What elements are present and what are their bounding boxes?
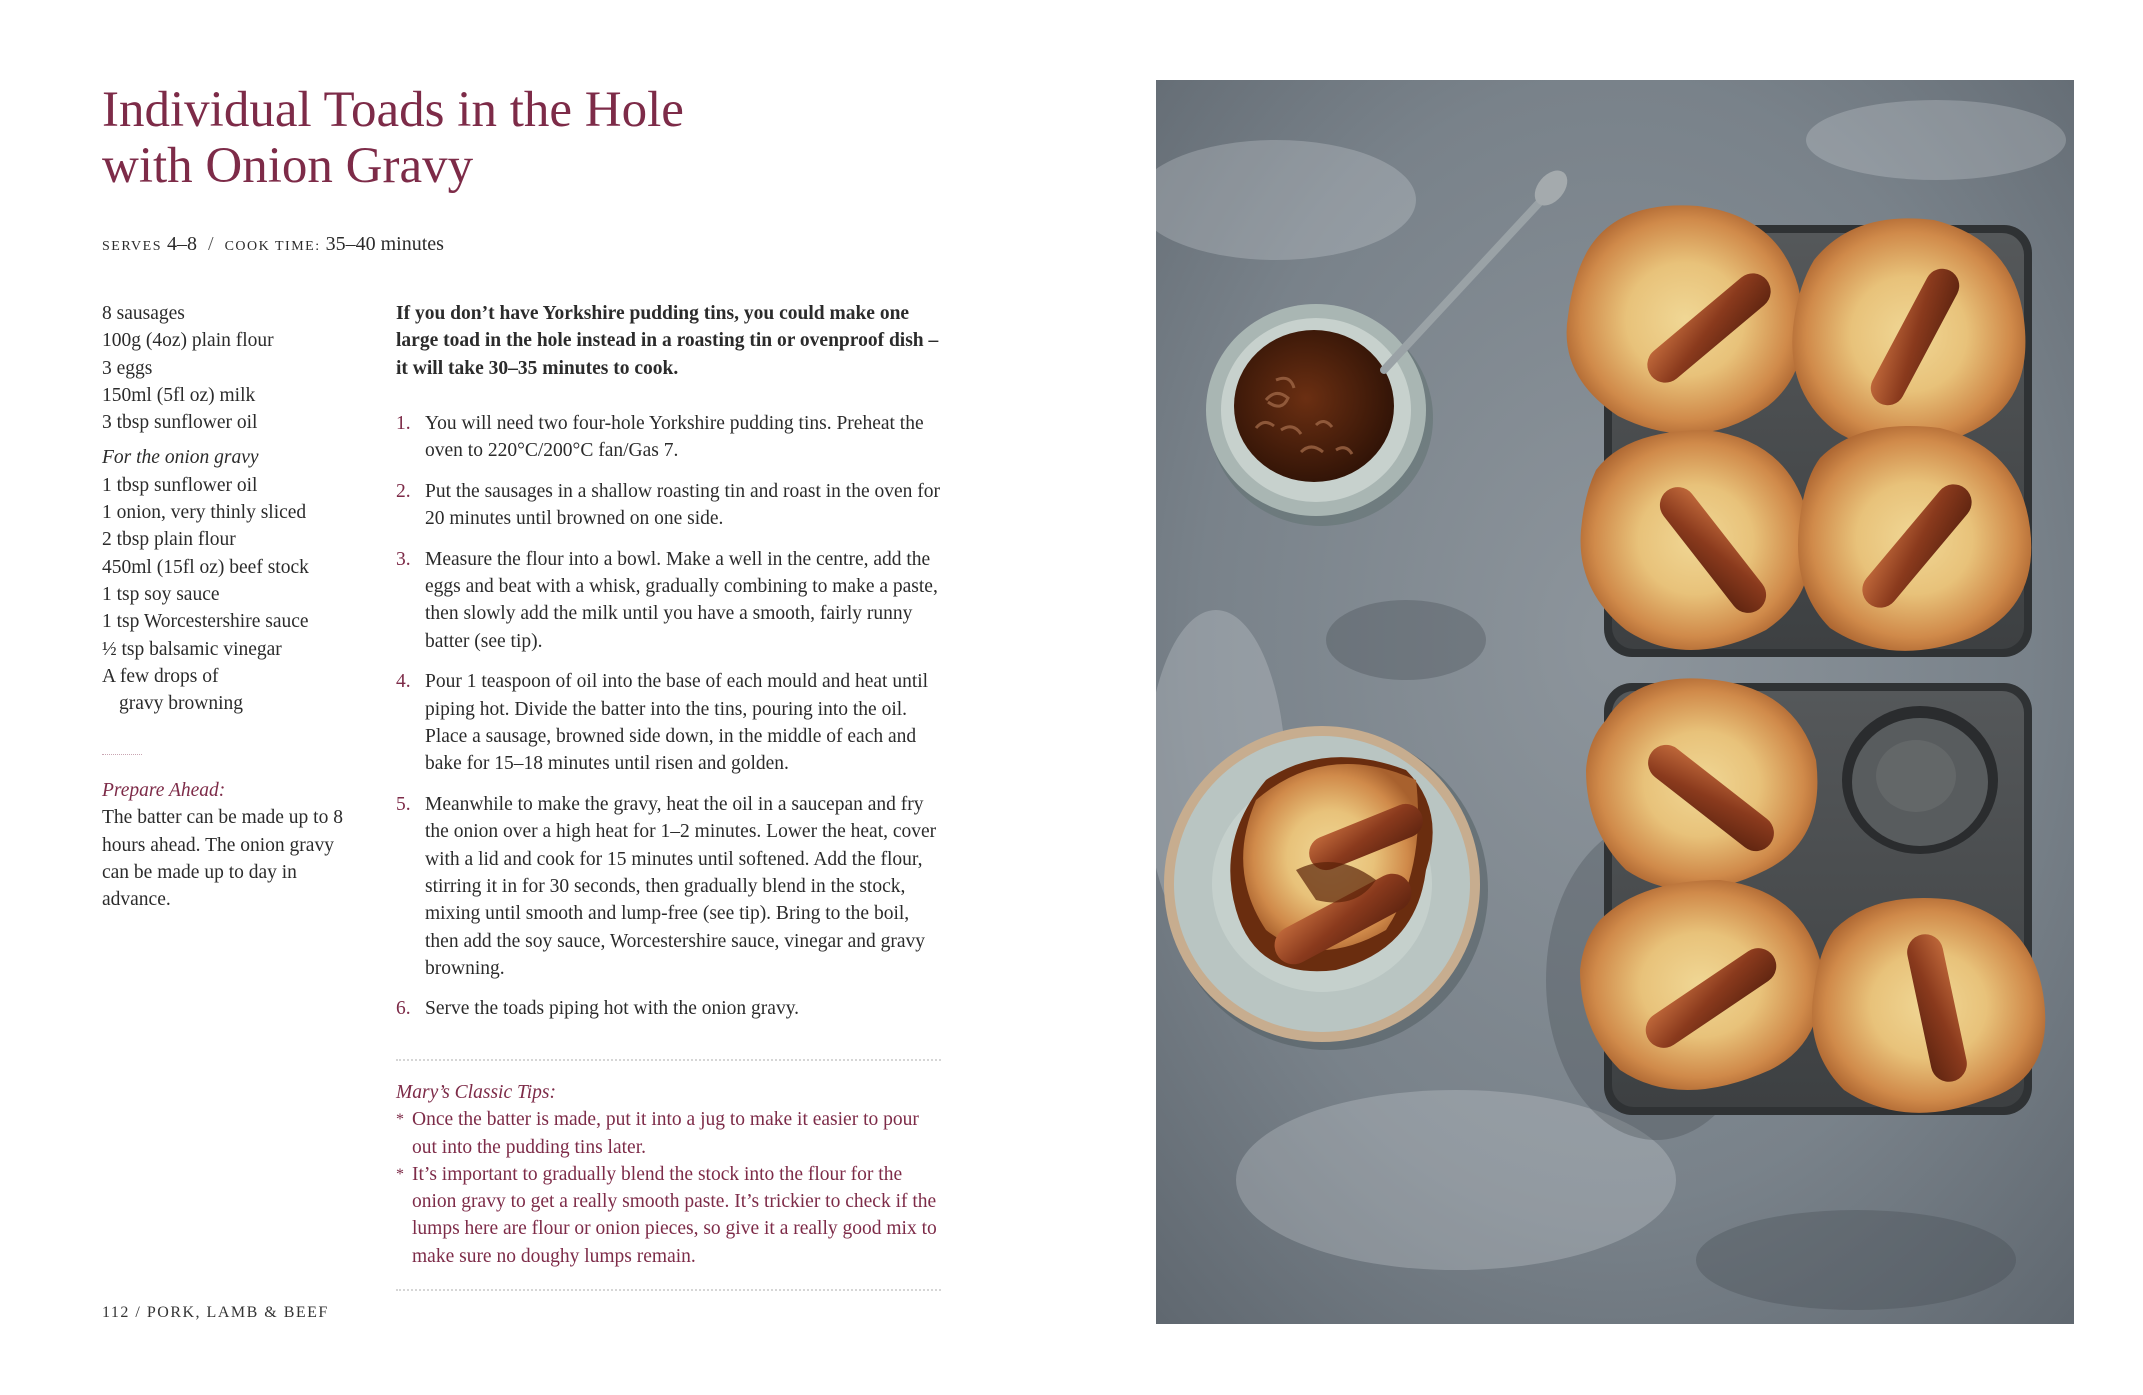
gravy-ingredient-item: 450ml (15fl oz) beef stock (102, 556, 309, 578)
prepare-ahead-text: The batter can be made up to 8 hours ahead. The onion gravy can be made up to day in advance. (102, 807, 343, 911)
gravy-ingredient-item: 2 tbsp plain flour (102, 529, 236, 551)
tip-text: It’s important to gradually blend the stock into the flour for the onion gravy to get a really smooth paste. It’s trickier to check if the lumps here are flour or onion pieces, so give it a really good mix to make sure no doughy lumps remain. (412, 1163, 937, 1267)
section-name: PORK, LAMB & BEEF (146, 1304, 329, 1321)
yorkshire-pudding (1586, 678, 1817, 890)
method-step (396, 546, 944, 655)
recipe-photo (1156, 80, 2074, 1324)
tips-section (396, 1079, 944, 1270)
step-number: 2. (396, 480, 411, 502)
gravy-ingredient-item: 1 onion, very thinly sliced (102, 502, 307, 524)
step-text: You will need two four-hole Yorkshire pudding tins. Preheat the oven to 220°C/200°C fan/Gas 7. (425, 412, 924, 462)
meta-separator: / (208, 233, 214, 255)
recipe-title-line1: Individual Toads in the Hole (102, 82, 684, 138)
ingredient-item: 3 tbsp sunflower oil (102, 412, 258, 434)
tips-bottom-divider (396, 1289, 941, 1291)
method-intro: If you don’t have Yorkshire pudding tins, you could make one large toad in the hole instead in a roasting tin or ovenproof dish – it will take 30–35 minutes to cook. (396, 303, 939, 379)
step-text: Measure the flour into a bowl. Make a well in the centre, add the eggs and beat with a whisk, gradually combining to make a paste, then slowly add the milk until you have a smooth, fairly runny batter (see tip). (425, 548, 938, 652)
ingredient-item: 150ml (5fl oz) milk (102, 384, 256, 406)
gravy-ingredient-item: A few drops of (102, 665, 219, 687)
page-number: 112 (102, 1304, 130, 1321)
tip-item (396, 1106, 944, 1161)
method-steps (396, 410, 944, 1023)
method-step (396, 478, 944, 533)
recipe-title (102, 82, 802, 194)
gravy-ingredient-item: 1 tsp Worcestershire sauce (102, 611, 309, 633)
method-step (396, 410, 944, 465)
gravy-ingredient-item: 1 tsp soy sauce (102, 583, 220, 605)
step-number: 6. (396, 998, 411, 1020)
yorkshire-pudding (1580, 880, 1821, 1090)
method-step (396, 995, 944, 1022)
page-footer (102, 1304, 329, 1322)
serves-value: 4–8 (167, 233, 198, 255)
method-section (396, 300, 944, 1036)
step-text: Put the sausages in a shallow roasting tin and roast in the oven for 20 minutes until browned on one side. (425, 480, 941, 530)
gravy-ingredient-item: ½ tsp balsamic vinegar (102, 638, 282, 660)
ingredient-item: 8 sausages (102, 303, 185, 324)
prepare-ahead-heading: Prepare Ahead: (102, 780, 226, 801)
gravy-ingredient-item: 1 tbsp sunflower oil (102, 474, 258, 496)
recipe-title-line2: with Onion Gravy (102, 138, 474, 194)
ingredients-divider (102, 754, 142, 755)
step-number: 1. (396, 412, 411, 434)
star-icon: * (396, 1165, 404, 1183)
prepare-ahead (102, 777, 362, 913)
footer-separator: / (135, 1304, 142, 1321)
ingredient-item: 3 eggs (102, 357, 153, 379)
yorkshire-pudding (1581, 430, 1811, 650)
cook-time-label: COOK TIME: (224, 239, 321, 254)
recipe-meta (102, 233, 444, 256)
tip-text: Once the batter is made, put it into a jug to make it easier to pour out into the pudding tins later. (412, 1109, 919, 1158)
ingredients-list (102, 300, 362, 717)
yorkshire-pudding (1798, 426, 2031, 651)
step-text: Meanwhile to make the gravy, heat the oil in a saucepan and fry the onion over a high heat for 1–2 minutes. Lower the heat, cover with a lid and cook for 15 minutes until softened. Add the flour, stirring it in for 30 seconds, then gradually blend in the stock, mixing until smooth and lump-free (see tip). Bring to the boil, then add the soy sauce, Worcestershire sauce, vinegar and gravy browning. (425, 794, 937, 979)
step-number: 5. (396, 794, 411, 816)
serves-label: SERVES (102, 239, 163, 254)
tips-top-divider (396, 1059, 941, 1061)
step-number: 4. (396, 671, 411, 693)
tip-item (396, 1161, 944, 1270)
method-step (396, 668, 944, 777)
yorkshire-pudding (1567, 205, 1804, 433)
step-number: 3. (396, 548, 411, 570)
yorkshire-pudding (1792, 218, 2025, 450)
method-step (396, 791, 944, 982)
gravy-ingredient-item: gravy browning (119, 693, 244, 715)
star-icon: * (396, 1111, 404, 1129)
ingredient-item: 100g (4oz) plain flour (102, 330, 274, 352)
gravy-subheading: For the onion gravy (102, 447, 259, 469)
step-text: Serve the toads piping hot with the onion gravy. (425, 998, 800, 1020)
tips-heading: Mary’s Classic Tips: (396, 1082, 556, 1103)
yorkshire-pudding (1812, 898, 2045, 1113)
cook-time-value: 35–40 minutes (325, 233, 444, 255)
step-text: Pour 1 teaspoon of oil into the base of each mould and heat until piping hot. Divide the batter into the tins, pouring into the oil. Place a sausage, browned side down, in the middle of each and bake for 15–18 minutes until risen and golden. (425, 671, 929, 775)
